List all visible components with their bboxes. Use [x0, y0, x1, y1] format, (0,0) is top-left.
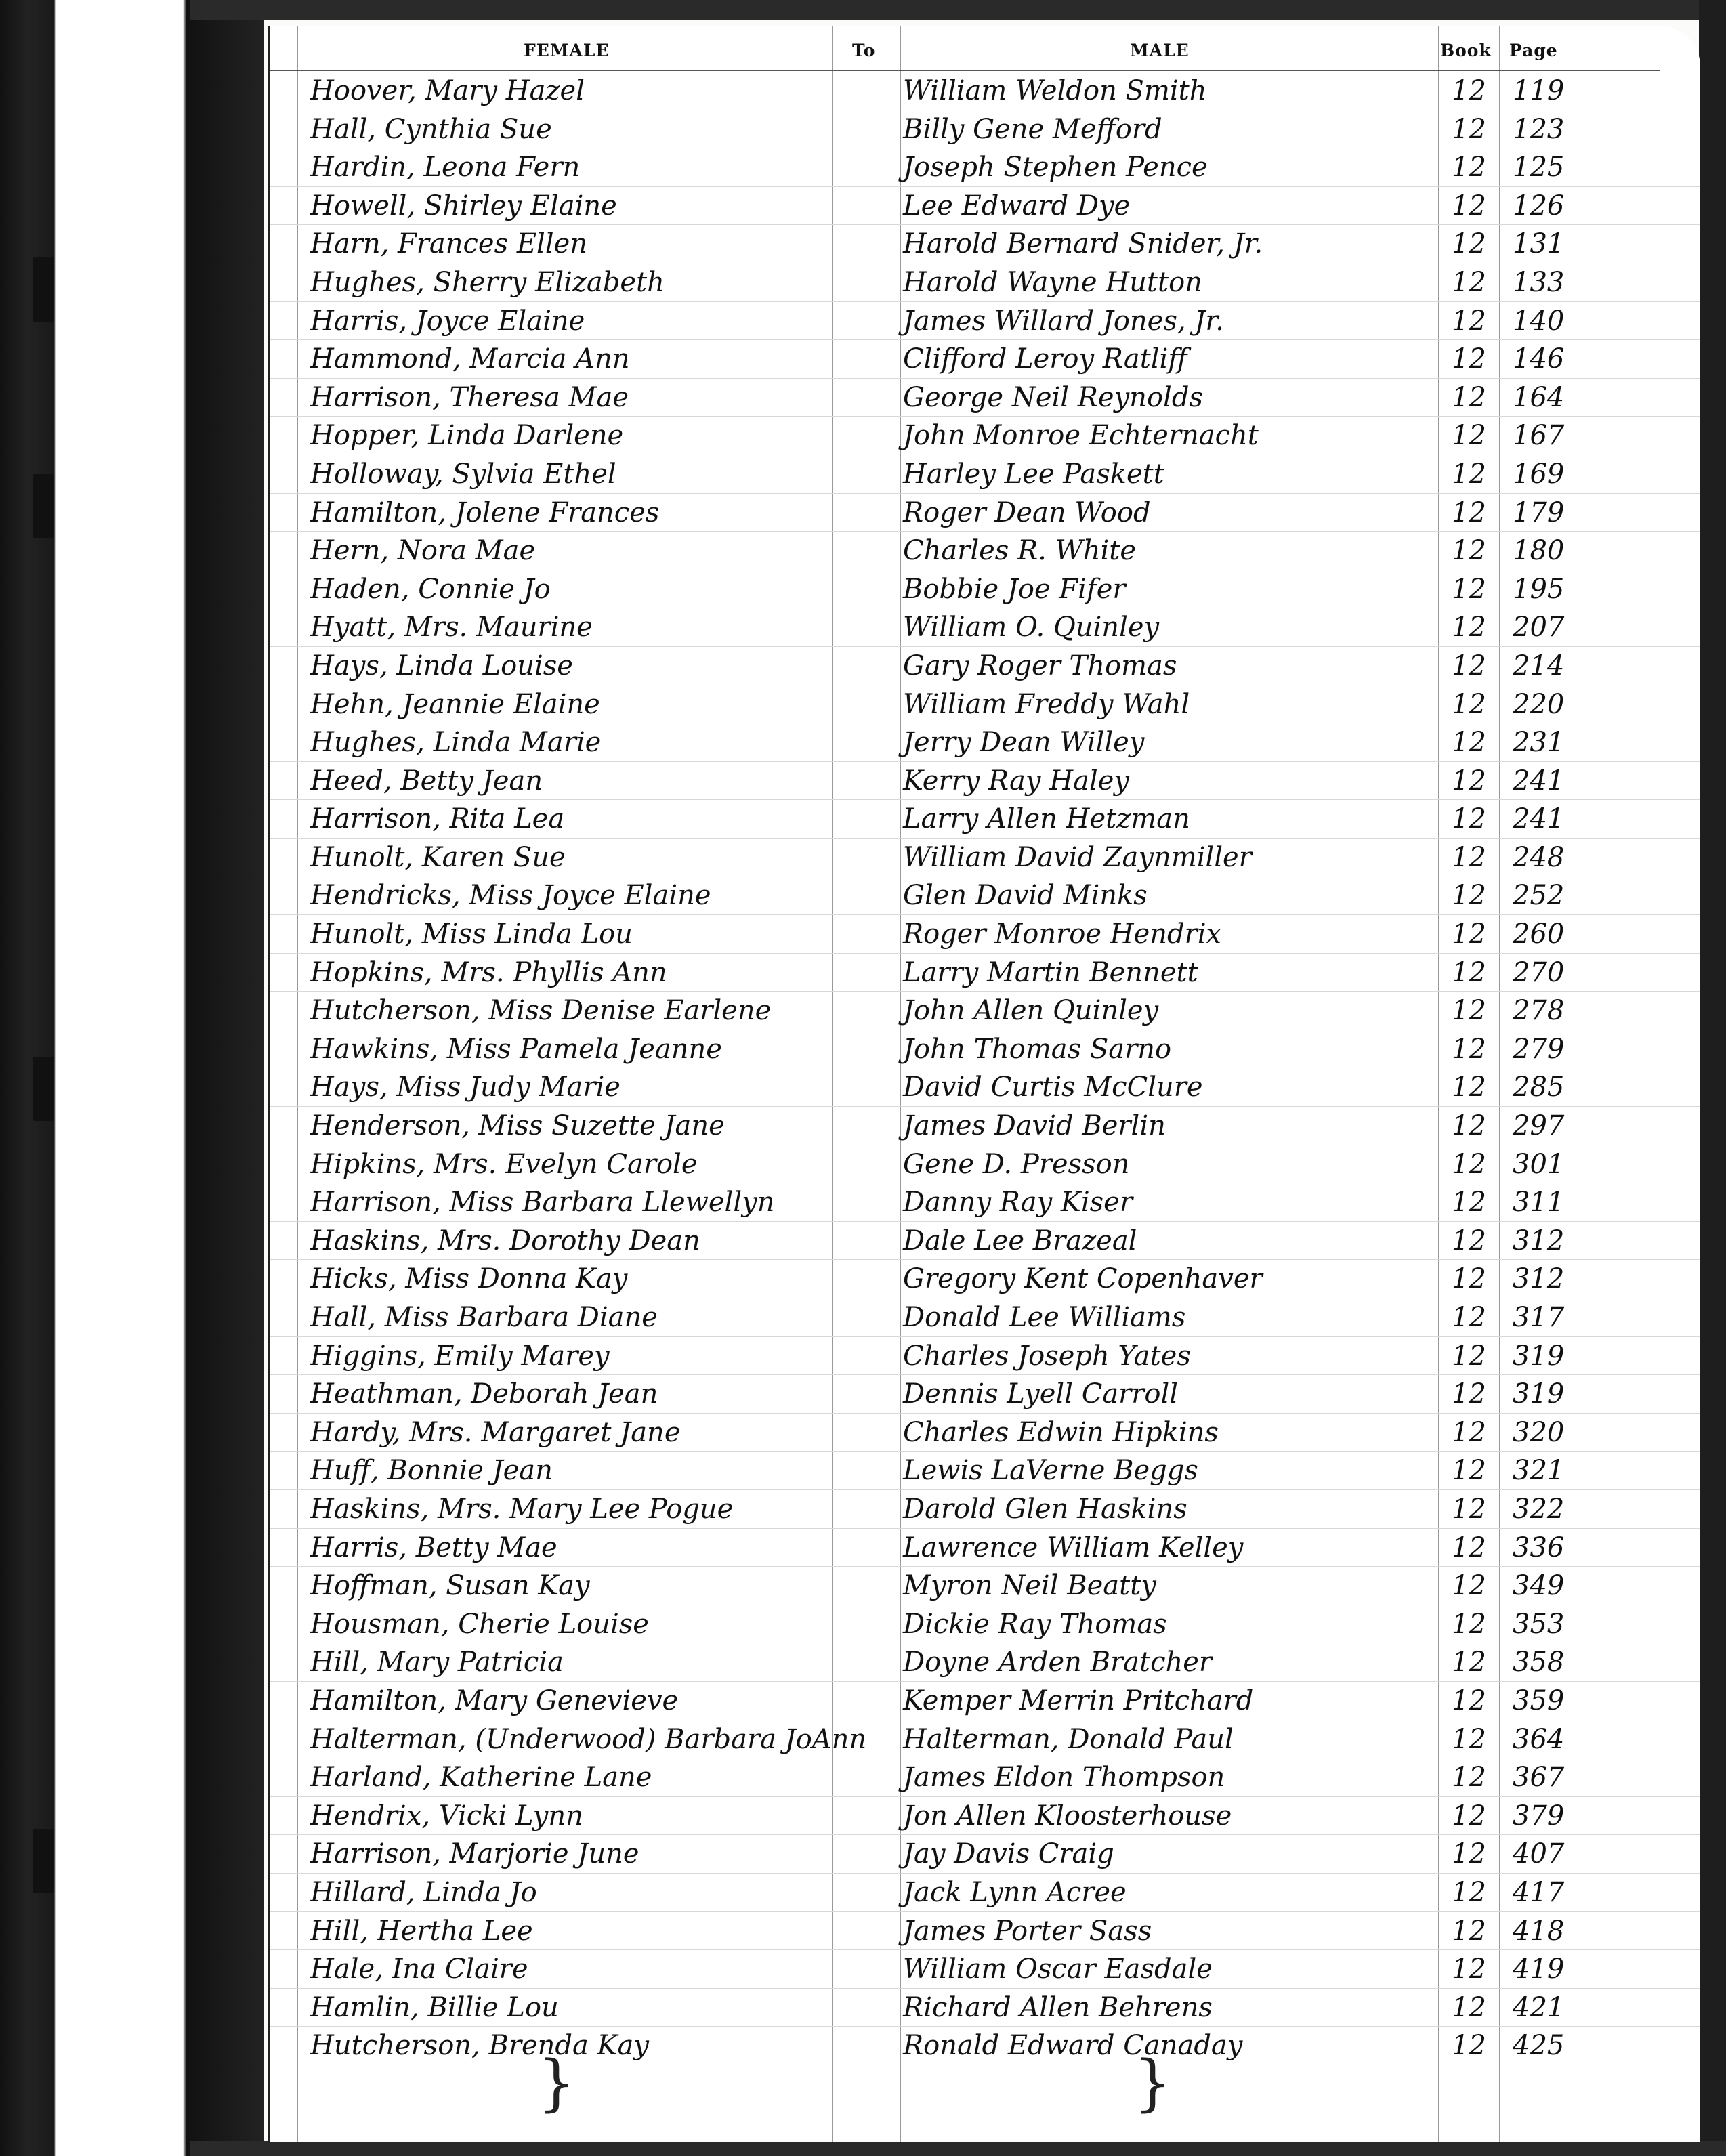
record-row [270, 608, 1700, 647]
female-name: Harris, Joyce Elaine [310, 305, 585, 337]
male-name: Danny Ray Kiser [903, 1187, 1133, 1219]
page-number: 140 [1513, 305, 1565, 337]
record-row [270, 1030, 1700, 1069]
page-number: 320 [1513, 1416, 1565, 1448]
brace-mark: } [1133, 2048, 1173, 2119]
book-number: 12 [1452, 381, 1486, 413]
record-row [270, 954, 1700, 992]
male-name: Dale Lee Brazeal [903, 1225, 1137, 1256]
male-column-header: MALE [1130, 41, 1190, 60]
record-row [270, 915, 1700, 954]
book-number: 12 [1452, 1263, 1486, 1295]
page-number: 195 [1513, 573, 1565, 605]
page-column-header: Page [1509, 41, 1558, 60]
female-name: Hopper, Linda Darlene [310, 420, 624, 452]
male-name: Charles Edwin Hipkins [903, 1416, 1219, 1448]
book-number: 12 [1452, 688, 1486, 720]
brace-mark: } [537, 2048, 576, 2119]
female-name: Hunolt, Karen Sue [310, 841, 566, 873]
scan-bottom-edge [190, 2141, 1726, 2156]
page-number: 418 [1513, 1915, 1565, 1947]
record-row [270, 1682, 1700, 1720]
book-number: 12 [1452, 1953, 1486, 1985]
male-name: Darold Glen Haskins [903, 1493, 1187, 1525]
scan-top-edge [190, 0, 1726, 20]
male-name: James Eldon Thompson [903, 1762, 1225, 1794]
record-row [270, 225, 1700, 263]
record-row [270, 1183, 1700, 1222]
record-row [270, 263, 1700, 302]
male-name: Jerry Dean Willey [903, 727, 1145, 759]
book-number: 12 [1452, 650, 1486, 681]
page-number: 367 [1513, 1762, 1565, 1794]
book-number: 12 [1452, 765, 1486, 797]
binder-hole [33, 1057, 54, 1121]
female-name: Hendricks, Miss Joyce Elaine [310, 880, 711, 912]
male-name: Clifford Leroy Ratliff [903, 343, 1187, 375]
record-row [270, 494, 1700, 532]
binder-hole [33, 257, 54, 322]
female-name: Hays, Miss Judy Marie [310, 1072, 620, 1103]
record-row [270, 1298, 1700, 1337]
record-row [270, 647, 1700, 685]
book-number: 12 [1452, 2030, 1486, 2062]
page-number: 260 [1513, 918, 1565, 950]
female-name: Hunolt, Miss Linda Lou [310, 918, 633, 950]
female-name: Hale, Ina Claire [310, 1953, 528, 1985]
page-number: 321 [1513, 1455, 1565, 1487]
male-name: Jack Lynn Acree [903, 1876, 1127, 1908]
female-name: Hamilton, Mary Genevieve [310, 1685, 679, 1716]
record-row [270, 1414, 1700, 1452]
male-name: Harold Wayne Hutton [903, 266, 1202, 298]
record-row [270, 1874, 1700, 1912]
book-number: 12 [1452, 1033, 1486, 1065]
page-number: 180 [1513, 535, 1565, 567]
page-number: 214 [1513, 650, 1565, 681]
female-name: Housman, Cherie Louise [310, 1608, 649, 1640]
female-name: Hicks, Miss Donna Kay [310, 1263, 628, 1295]
male-name: George Neil Reynolds [903, 381, 1203, 413]
page-number: 312 [1513, 1263, 1565, 1295]
binder-hole [33, 1829, 54, 1893]
female-name: Harrison, Rita Lea [310, 803, 565, 835]
book-number: 12 [1452, 612, 1486, 643]
female-column-header: FEMALE [524, 41, 610, 60]
page-number: 220 [1513, 688, 1565, 720]
record-row [270, 1337, 1700, 1376]
book-number: 12 [1452, 1838, 1486, 1870]
male-name: Roger Dean Wood [903, 496, 1151, 528]
female-name: Hillard, Linda Jo [310, 1876, 537, 1908]
record-row [270, 379, 1700, 417]
male-name: Donald Lee Williams [903, 1302, 1186, 1333]
page-number: 358 [1513, 1647, 1565, 1678]
female-name: Hendrix, Vicki Lynn [310, 1800, 583, 1832]
female-name: Holloway, Sylvia Ethel [310, 458, 616, 490]
page-number: 125 [1513, 152, 1565, 184]
female-name: Harrison, Theresa Mae [310, 381, 629, 413]
male-name: Kemper Merrin Pritchard [903, 1685, 1254, 1716]
record-row [270, 1720, 1700, 1759]
page-number: 252 [1513, 880, 1565, 912]
male-name: Jay Davis Craig [903, 1838, 1114, 1870]
book-number: 12 [1452, 727, 1486, 759]
page-number: 379 [1513, 1800, 1565, 1832]
page-number: 311 [1513, 1187, 1565, 1219]
page-number: 207 [1513, 612, 1565, 643]
male-name: Larry Allen Hetzman [903, 803, 1190, 835]
page-number: 336 [1513, 1531, 1565, 1563]
record-row [270, 762, 1700, 801]
page-number: 167 [1513, 420, 1565, 452]
record-row [270, 1797, 1700, 1836]
page-number: 241 [1513, 803, 1565, 835]
book-number: 12 [1452, 228, 1486, 260]
to-column-header: To [852, 41, 876, 60]
book-number: 12 [1452, 1148, 1486, 1180]
female-name: Hehn, Jeannie Elaine [310, 688, 600, 720]
record-row [270, 1605, 1700, 1644]
female-name: Hern, Nora Mae [310, 535, 536, 567]
female-name: Hall, Cynthia Sue [310, 113, 552, 145]
book-number: 12 [1452, 113, 1486, 145]
page-number: 133 [1513, 266, 1565, 298]
male-name: Gene D. Presson [903, 1148, 1130, 1180]
book-number: 12 [1452, 1493, 1486, 1525]
page-number: 419 [1513, 1953, 1565, 1985]
female-name: Higgins, Emily Marey [310, 1340, 610, 1372]
male-name: Gary Roger Thomas [903, 650, 1177, 681]
female-name: Henderson, Miss Suzette Jane [310, 1110, 725, 1142]
page-number: 278 [1513, 995, 1565, 1027]
male-name: James David Berlin [903, 1110, 1166, 1142]
page-number: 364 [1513, 1723, 1565, 1755]
book-number: 12 [1452, 995, 1486, 1027]
female-name: Hyatt, Mrs. Maurine [310, 612, 593, 643]
book-number: 12 [1452, 1302, 1486, 1333]
book-number: 12 [1452, 152, 1486, 184]
book-number: 12 [1452, 1455, 1486, 1487]
page-number: 248 [1513, 841, 1565, 873]
male-name: William O. Quinley [903, 612, 1160, 643]
book-number: 12 [1452, 75, 1486, 106]
page-number: 126 [1513, 190, 1565, 221]
male-name: Ronald Edward Canaday [903, 2030, 1243, 2062]
book-number: 12 [1452, 1225, 1486, 1256]
male-name: Bobbie Joe Fifer [903, 573, 1126, 605]
male-name: John Allen Quinley [903, 995, 1159, 1027]
female-name: Hughes, Linda Marie [310, 727, 602, 759]
book-number: 12 [1452, 1915, 1486, 1947]
record-row [270, 1643, 1700, 1682]
male-name: Jon Allen Kloosterhouse [903, 1800, 1232, 1832]
page-number: 349 [1513, 1570, 1565, 1602]
male-name: Joseph Stephen Pence [903, 152, 1208, 184]
book-number: 12 [1452, 1072, 1486, 1103]
page-number: 407 [1513, 1838, 1565, 1870]
female-name: Harrison, Miss Barbara Llewellyn [310, 1187, 775, 1219]
male-name: Doyne Arden Bratcher [903, 1647, 1213, 1678]
book-number: 12 [1452, 496, 1486, 528]
male-name: Lewis LaVerne Beggs [903, 1455, 1198, 1487]
male-name: Gregory Kent Copenhaver [903, 1263, 1263, 1295]
female-name: Hutcherson, Miss Denise Earlene [310, 995, 772, 1027]
record-row [270, 1145, 1700, 1184]
female-name: Heathman, Deborah Jean [310, 1378, 658, 1410]
book-number: 12 [1452, 1991, 1486, 2023]
page-number: 123 [1513, 113, 1565, 145]
book-number: 12 [1452, 803, 1486, 835]
record-row [270, 187, 1700, 226]
male-name: Larry Martin Bennett [903, 956, 1198, 988]
book-number: 12 [1452, 1340, 1486, 1372]
book-number: 12 [1452, 458, 1486, 490]
record-row [270, 2027, 1700, 2065]
male-name: James Willard Jones, Jr. [903, 305, 1224, 337]
male-name: John Thomas Sarno [903, 1033, 1172, 1065]
record-row [270, 1835, 1700, 1874]
record-row [270, 1260, 1700, 1298]
female-name: Howell, Shirley Elaine [310, 190, 617, 221]
female-name: Hill, Mary Patricia [310, 1647, 564, 1678]
binder-hole [33, 474, 54, 538]
book-number: 12 [1452, 1723, 1486, 1755]
record-row [270, 685, 1700, 724]
page-number: 322 [1513, 1493, 1565, 1525]
female-name: Harland, Katherine Lane [310, 1762, 652, 1794]
page-number: 353 [1513, 1608, 1565, 1640]
book-number: 12 [1452, 343, 1486, 375]
male-name: James Porter Sass [903, 1915, 1152, 1947]
page-number: 317 [1513, 1302, 1565, 1333]
record-row [270, 800, 1700, 839]
female-name: Hays, Linda Louise [310, 650, 573, 681]
female-name: Hardin, Leona Fern [310, 152, 581, 184]
male-name: Lee Edward Dye [903, 190, 1131, 221]
record-row [270, 992, 1700, 1030]
ledger-page [268, 26, 1700, 2142]
male-name: Charles Joseph Yates [903, 1340, 1191, 1372]
male-name: Richard Allen Behrens [903, 1991, 1213, 2023]
record-row [270, 1490, 1700, 1529]
book-number: 12 [1452, 918, 1486, 950]
female-name: Huff, Bonnie Jean [310, 1455, 553, 1487]
record-row [270, 417, 1700, 455]
female-name: Hardy, Mrs. Margaret Jane [310, 1416, 681, 1448]
female-name: Hoover, Mary Hazel [310, 75, 585, 106]
record-row [270, 1222, 1700, 1261]
book-number: 12 [1452, 1647, 1486, 1678]
male-name: Harold Bernard Snider, Jr. [903, 228, 1263, 260]
book-number: 12 [1452, 1608, 1486, 1640]
page-number: 119 [1513, 75, 1565, 106]
book-number: 12 [1452, 266, 1486, 298]
page-number: 417 [1513, 1876, 1565, 1908]
record-row [270, 110, 1700, 149]
male-name: Roger Monroe Hendrix [903, 918, 1222, 950]
male-name: William David Zaynmiller [903, 841, 1252, 873]
page-number: 319 [1513, 1378, 1565, 1410]
page-number: 241 [1513, 765, 1565, 797]
male-name: Lawrence William Kelley [903, 1531, 1244, 1563]
page-number: 279 [1513, 1033, 1565, 1065]
book-number: 12 [1452, 1531, 1486, 1563]
page-number: 359 [1513, 1685, 1565, 1716]
female-name: Hutcherson, Brenda Kay [310, 2030, 649, 2062]
marriage-record-list [270, 72, 1700, 2065]
male-name: Dickie Ray Thomas [903, 1608, 1167, 1640]
page-number: 270 [1513, 956, 1565, 988]
male-name: Myron Neil Beatty [903, 1570, 1156, 1602]
female-name: Hipkins, Mrs. Evelyn Carole [310, 1148, 698, 1180]
page-number: 297 [1513, 1110, 1565, 1142]
page-number: 319 [1513, 1340, 1565, 1372]
book-number: 12 [1452, 956, 1486, 988]
record-row [270, 1912, 1700, 1951]
scan-right-edge [1699, 0, 1726, 2156]
record-row [270, 455, 1700, 494]
page-number: 425 [1513, 2030, 1565, 2062]
page-number: 179 [1513, 496, 1565, 528]
book-number: 12 [1452, 1187, 1486, 1219]
record-row [270, 1567, 1700, 1605]
female-name: Hill, Hertha Lee [310, 1915, 533, 1947]
record-row [270, 876, 1700, 915]
book-number: 12 [1452, 1110, 1486, 1142]
page-number: 301 [1513, 1148, 1565, 1180]
record-row [270, 340, 1700, 379]
male-name: Glen David Minks [903, 880, 1148, 912]
male-name: William Freddy Wahl [903, 688, 1190, 720]
header-rule [270, 70, 1660, 71]
male-name: Kerry Ray Haley [903, 765, 1130, 797]
record-row [270, 1529, 1700, 1567]
record-row [270, 1452, 1700, 1490]
male-name: William Weldon Smith [903, 75, 1207, 106]
female-name: Haskins, Mrs. Mary Lee Pogue [310, 1493, 734, 1525]
male-name: Harley Lee Paskett [903, 458, 1164, 490]
book-number: 12 [1452, 305, 1486, 337]
record-row [270, 148, 1700, 187]
page-number: 312 [1513, 1225, 1565, 1256]
record-row [270, 1989, 1700, 2027]
female-name: Hawkins, Miss Pamela Jeanne [310, 1033, 722, 1065]
male-name: John Monroe Echternacht [903, 420, 1259, 452]
book-number: 12 [1452, 841, 1486, 873]
book-number: 12 [1452, 420, 1486, 452]
record-row [270, 532, 1700, 570]
record-row [270, 1107, 1700, 1145]
male-name: Dennis Lyell Carroll [903, 1378, 1179, 1410]
record-row [270, 1758, 1700, 1797]
female-name: Haden, Connie Jo [310, 573, 551, 605]
page-number: 164 [1513, 381, 1565, 413]
book-number: 12 [1452, 573, 1486, 605]
record-row [270, 723, 1700, 762]
female-name: Harn, Frances Ellen [310, 228, 588, 260]
female-name: Hamlin, Billie Lou [310, 1991, 559, 2023]
female-name: Hoffman, Susan Kay [310, 1570, 590, 1602]
book-number: 12 [1452, 880, 1486, 912]
book-column-header: Book [1440, 41, 1492, 60]
female-name: Heed, Betty Jean [310, 765, 543, 797]
book-number: 12 [1452, 1685, 1486, 1716]
male-name: David Curtis McClure [903, 1072, 1203, 1103]
record-row [270, 302, 1700, 341]
book-number: 12 [1452, 1800, 1486, 1832]
female-name: Haskins, Mrs. Dorothy Dean [310, 1225, 700, 1256]
page-number: 231 [1513, 727, 1565, 759]
male-name: William Oscar Easdale [903, 1953, 1213, 1985]
page-number: 421 [1513, 1991, 1565, 2023]
record-row [270, 839, 1700, 877]
record-row [270, 1950, 1700, 1989]
book-number: 12 [1452, 535, 1486, 567]
record-row [270, 1068, 1700, 1107]
page-number: 169 [1513, 458, 1565, 490]
book-number: 12 [1452, 1570, 1486, 1602]
book-number: 12 [1452, 1378, 1486, 1410]
book-number: 12 [1452, 1876, 1486, 1908]
female-name: Harris, Betty Mae [310, 1531, 557, 1563]
record-row [270, 1375, 1700, 1414]
book-number: 12 [1452, 1416, 1486, 1448]
page-number: 146 [1513, 343, 1565, 375]
male-name: Charles R. White [903, 535, 1137, 567]
female-name: Halterman, (Underwood) Barbara JoAnn [310, 1723, 867, 1755]
book-number: 12 [1452, 1762, 1486, 1794]
male-name: Billy Gene Mefford [903, 113, 1162, 145]
record-row [270, 570, 1700, 609]
page-number: 285 [1513, 1072, 1565, 1103]
male-name: Halterman, Donald Paul [903, 1723, 1234, 1755]
female-name: Harrison, Marjorie June [310, 1838, 639, 1870]
female-name: Hall, Miss Barbara Diane [310, 1302, 658, 1333]
record-row [270, 72, 1700, 110]
page-number: 131 [1513, 228, 1565, 260]
book-number: 12 [1452, 190, 1486, 221]
female-name: Hopkins, Mrs. Phyllis Ann [310, 956, 667, 988]
female-name: Hammond, Marcia Ann [310, 343, 630, 375]
female-name: Hughes, Sherry Elizabeth [310, 266, 665, 298]
female-name: Hamilton, Jolene Frances [310, 496, 660, 528]
